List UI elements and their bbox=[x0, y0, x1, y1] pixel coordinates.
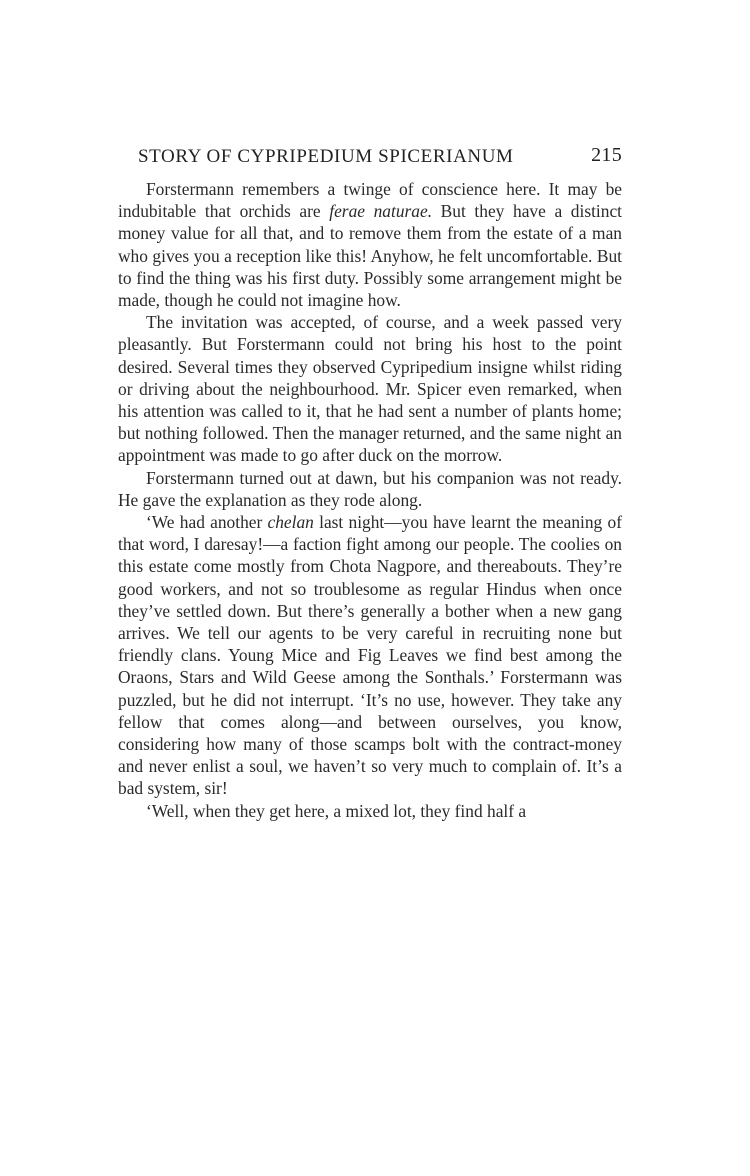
italic-phrase: ferae naturae. bbox=[329, 201, 433, 222]
paragraph bbox=[118, 178, 622, 311]
paragraph bbox=[118, 311, 622, 466]
paragraph-text: last night—you have learnt the meaning of that word, I daresay!—a faction fight among our people. The coolies on this estate come mostly from Chota Nagpore, and thereabouts. They’re good workers, and not so troublesome as regular Hindus when once they’ve settled down. But there’s generally a bother when a new gang arrives. We tell our agents to be very careful in recruiting none but friendly clans. Young Mice and Fig Leaves we find best among the Oraons, Stars and Wild Geese among the Sonthals.’ Forstermann was puzzled, but he did not interrupt. ‘It’s no use, however. They take any fellow that comes along—and between ourselves, you know, considering how many of those scamps bolt with the contract-money and never enlist a soul, we haven’t so very much to complain of. It’s a bad system, sir! bbox=[118, 512, 622, 799]
paragraph-text: ‘Well, when they get here, a mixed lot, they find half a bbox=[146, 800, 527, 821]
paragraph-text: But they have a distinct money value for all that, and to remove them from the estate of a man who gives you a reception like this! Anyhow, he felt uncomfortable. But to find the thing was his first duty. Possibly some arrangement might be made, though he could not imagine how. bbox=[118, 201, 623, 311]
running-head bbox=[118, 146, 622, 172]
page-number: 215 bbox=[591, 144, 622, 166]
paragraph bbox=[118, 511, 622, 800]
italic-phrase: chelan bbox=[267, 512, 314, 533]
paragraph-text: ‘We had another bbox=[146, 512, 268, 533]
running-title: STORY OF CYPRIPEDIUM SPICERIANUM bbox=[138, 146, 514, 167]
paragraph-text: The invitation was accepted, of course, and a week passed very pleasantly. But Forstermann could not bring his host to the point desired. Several times they observed Cypripedium insigne whilst riding or driving about the neighbourhood. Mr. Spicer even remarked, when his attention was called to it, that he had sent a number of plants home; but nothing followed. Then the manager returned, and the same night an appointment was made to go after duck on the morrow. bbox=[118, 312, 622, 466]
paragraph bbox=[118, 800, 622, 822]
paragraph-text: Forstermann turned out at dawn, but his companion was not ready. He gave the explanation as they rode along. bbox=[118, 467, 622, 510]
paragraph-text: Forstermann remembers a twinge of conscience here. It may be indubitable that orchids are bbox=[118, 179, 622, 222]
body-text bbox=[118, 178, 622, 822]
paragraph bbox=[118, 467, 622, 511]
